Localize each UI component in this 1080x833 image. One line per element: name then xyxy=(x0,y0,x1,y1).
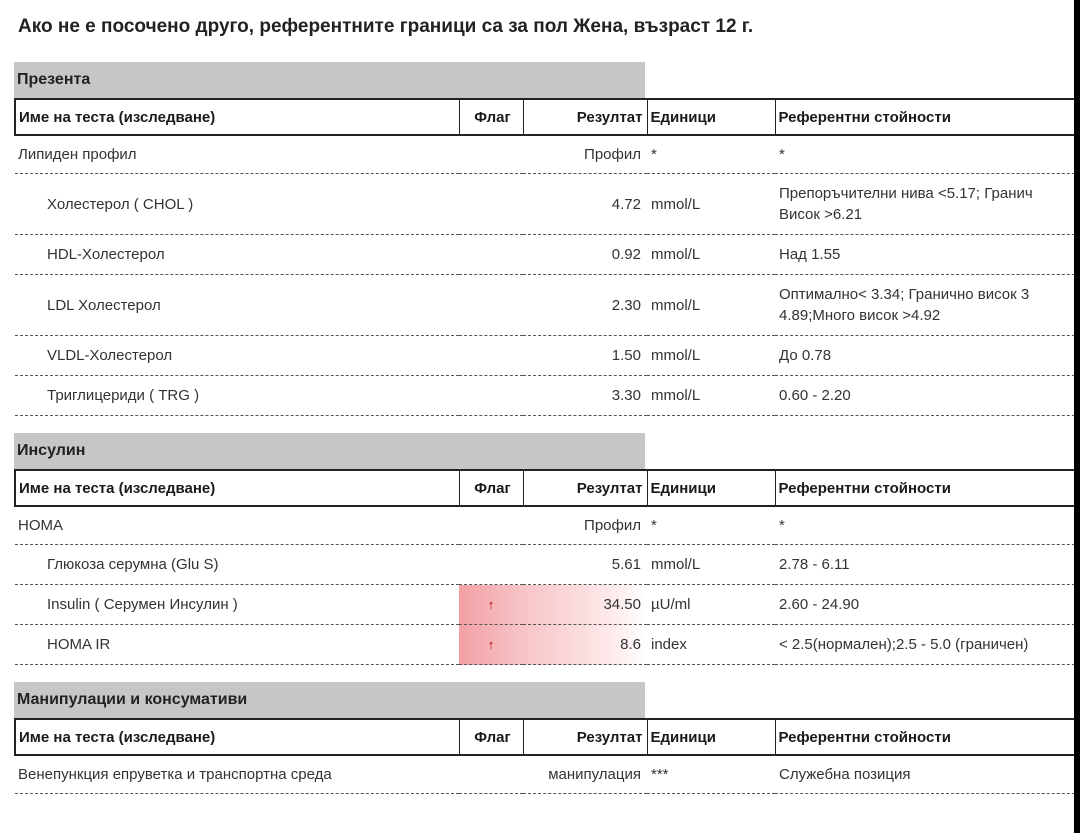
table-row xyxy=(15,336,1074,376)
test-units: mmol/L xyxy=(647,235,775,275)
page-edge xyxy=(1074,0,1080,833)
reference-line: Оптимално< 3.34; Гранично висок 3 xyxy=(779,286,1030,303)
test-result: 5.61 xyxy=(523,545,647,585)
test-result: 1.50 xyxy=(523,336,647,376)
test-name: Глюкоза серумна (Glu S) xyxy=(15,545,459,585)
test-units: * xyxy=(647,135,775,174)
test-reference xyxy=(775,275,1074,336)
test-reference xyxy=(775,174,1074,235)
header-result: Резултат xyxy=(523,719,647,755)
test-flag xyxy=(459,275,523,336)
table-row xyxy=(15,174,1074,235)
table-row xyxy=(15,235,1074,275)
test-flag xyxy=(459,506,523,545)
test-flag xyxy=(459,174,523,235)
test-result: манипулация xyxy=(523,755,647,794)
test-flag xyxy=(459,235,523,275)
test-flag xyxy=(459,376,523,416)
test-reference: < 2.5(нормален);2.5 - 5.0 (граничен) xyxy=(775,625,1074,665)
test-name: HDL-Холестерол xyxy=(15,235,459,275)
reference-line: Препоръчителни нива <5.17; Гранич xyxy=(779,185,1033,202)
results-table-insulin xyxy=(14,469,1074,665)
test-name: Insulin ( Серумен Инсулин ) xyxy=(15,585,459,625)
header-result: Резултат xyxy=(523,470,647,506)
header-flag: Флаг xyxy=(459,99,523,135)
header-reference: Референтни стойности xyxy=(775,719,1074,755)
test-name: HOMA IR xyxy=(15,625,459,665)
test-units: mmol/L xyxy=(647,545,775,585)
table-row xyxy=(15,506,1074,545)
table-header-row xyxy=(15,99,1074,135)
test-result: Профил xyxy=(523,135,647,174)
test-reference: 0.60 - 2.20 xyxy=(775,376,1074,416)
test-units: mmol/L xyxy=(647,336,775,376)
test-units: mmol/L xyxy=(647,275,775,336)
results-table-prezenta xyxy=(14,98,1074,416)
test-result: 4.72 xyxy=(523,174,647,235)
table-header-row xyxy=(15,470,1074,506)
section-title-prezenta: Презента xyxy=(14,62,645,98)
report-title: Ако не е посочено друго, референтните граници са за пол Жена, възраст 12 г. xyxy=(18,16,754,37)
test-reference: Служебна позиция xyxy=(775,755,1074,794)
test-flag xyxy=(459,336,523,376)
header-flag: Флаг xyxy=(459,470,523,506)
test-result: 3.30 xyxy=(523,376,647,416)
test-units: *** xyxy=(647,755,775,794)
table-row xyxy=(15,275,1074,336)
header-reference: Референтни стойности xyxy=(775,470,1074,506)
test-flag xyxy=(459,545,523,585)
test-name: VLDL-Холестерол xyxy=(15,336,459,376)
test-reference: Над 1.55 xyxy=(775,235,1074,275)
results-table-manipulations xyxy=(14,718,1074,794)
test-units: index xyxy=(647,625,775,665)
test-name: Триглицериди ( TRG ) xyxy=(15,376,459,416)
header-units: Единици xyxy=(647,470,775,506)
test-units: µU/ml xyxy=(647,585,775,625)
table-row xyxy=(15,585,1074,625)
test-units: mmol/L xyxy=(647,376,775,416)
header-name: Име на теста (изследване) xyxy=(15,719,459,755)
table-row xyxy=(15,755,1074,794)
test-result: 2.30 xyxy=(523,275,647,336)
test-reference: * xyxy=(775,135,1074,174)
test-result: 34.50 xyxy=(523,585,647,625)
test-reference: До 0.78 xyxy=(775,336,1074,376)
header-name: Име на теста (изследване) xyxy=(15,470,459,506)
test-reference: * xyxy=(775,506,1074,545)
test-flag xyxy=(459,135,523,174)
test-flag xyxy=(459,755,523,794)
header-flag: Флаг xyxy=(459,719,523,755)
high-flag-icon: ↑ xyxy=(459,585,523,625)
test-units: * xyxy=(647,506,775,545)
reference-line: 4.89;Много висок >4.92 xyxy=(779,307,941,324)
header-result: Резултат xyxy=(523,99,647,135)
test-name: Липиден профил xyxy=(15,135,459,174)
test-result: Профил xyxy=(523,506,647,545)
section-title-manipulations: Манипулации и консумативи xyxy=(14,682,645,718)
test-units: mmol/L xyxy=(647,174,775,235)
high-flag-icon: ↑ xyxy=(459,625,523,665)
test-reference: 2.78 - 6.11 xyxy=(775,545,1074,585)
table-row xyxy=(15,625,1074,665)
header-units: Единици xyxy=(647,99,775,135)
table-row xyxy=(15,545,1074,585)
test-result: 0.92 xyxy=(523,235,647,275)
test-result: 8.6 xyxy=(523,625,647,665)
section-title-insulin: Инсулин xyxy=(14,433,645,469)
header-name: Име на теста (изследване) xyxy=(15,99,459,135)
test-name: Венепункция епруветка и транспортна среда xyxy=(15,755,459,794)
test-name: Холестерол ( CHOL ) xyxy=(15,174,459,235)
reference-line: Висок >6.21 xyxy=(779,206,863,223)
test-name: LDL Холестерол xyxy=(15,275,459,336)
table-row xyxy=(15,135,1074,174)
table-row xyxy=(15,376,1074,416)
test-name: HOMA xyxy=(15,506,459,545)
header-units: Единици xyxy=(647,719,775,755)
table-header-row xyxy=(15,719,1074,755)
test-reference: 2.60 - 24.90 xyxy=(775,585,1074,625)
header-reference: Референтни стойности xyxy=(775,99,1074,135)
